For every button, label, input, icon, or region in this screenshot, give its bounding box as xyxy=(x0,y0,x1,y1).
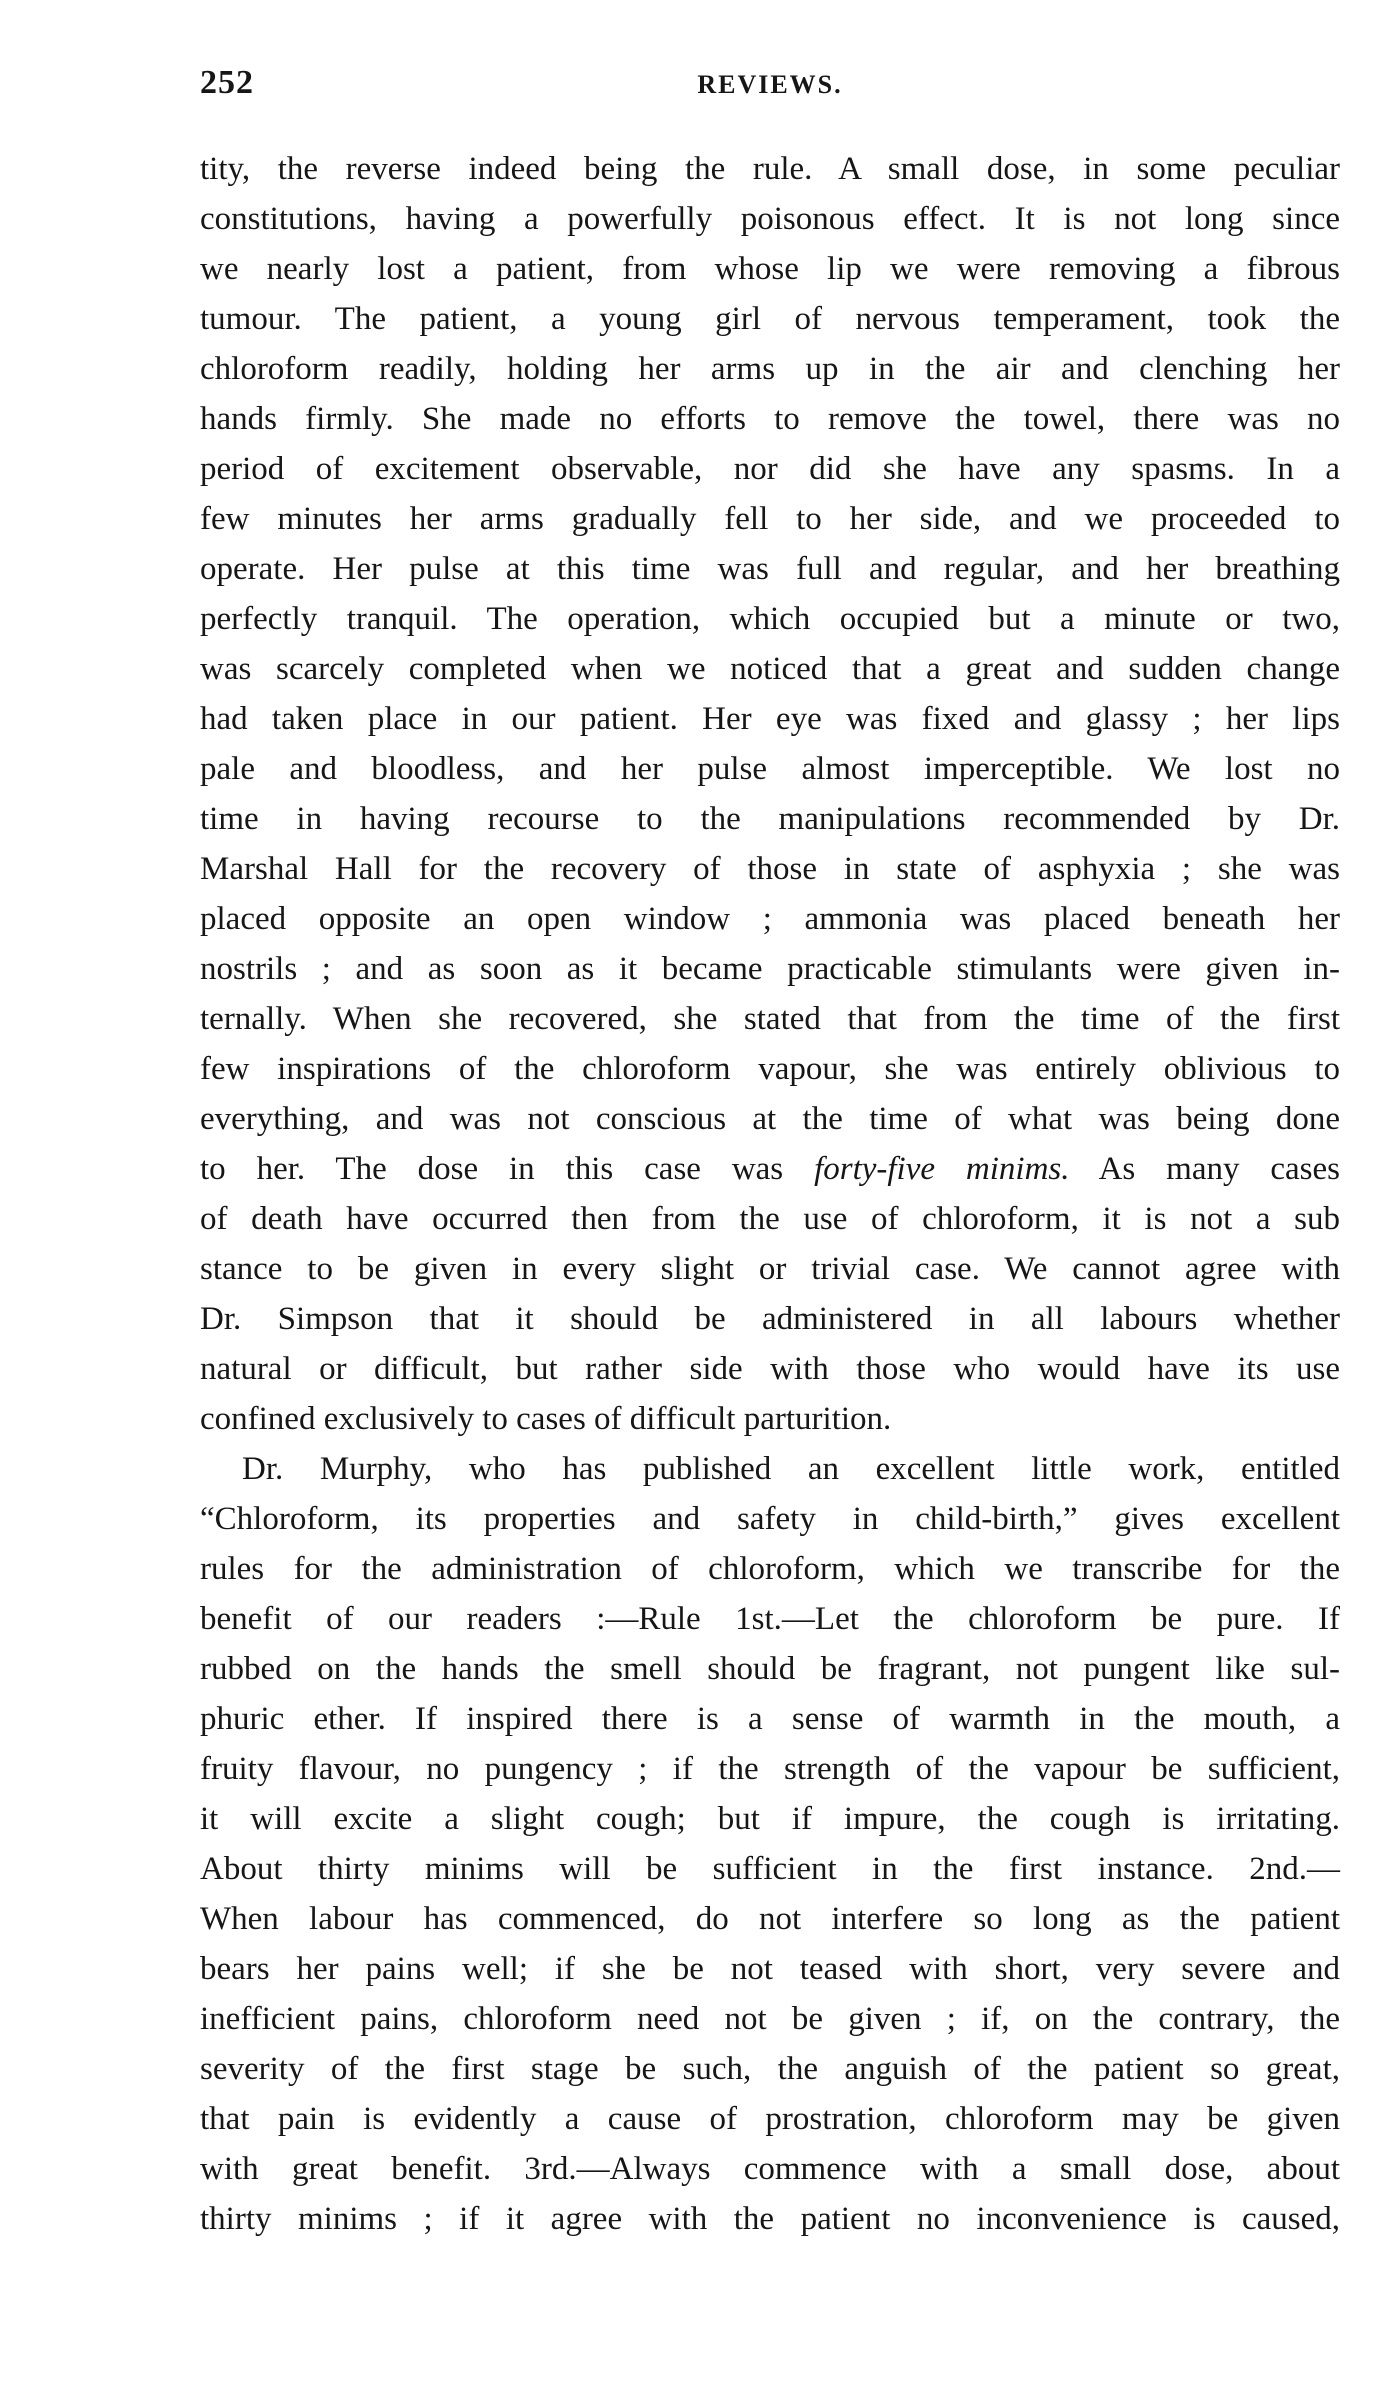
text-line: we nearly lost a patient, from whose lip we were removing a fibrous xyxy=(200,251,1340,287)
text-line: constitutions, having a powerfully poisonous effect. It is not long since xyxy=(200,201,1340,237)
body-text xyxy=(200,144,1340,2244)
paragraph-2 xyxy=(200,1444,1340,2244)
text-line: natural or difficult, but rather side with those who would have its use xyxy=(200,1351,1340,1387)
text-line: rubbed on the hands the smell should be fragrant, not pungent like sul- xyxy=(200,1651,1340,1687)
text-line: few minutes her arms gradually fell to her side, and we proceeded to xyxy=(200,501,1340,537)
text-line: bears her pains well; if she be not teased with short, very severe and xyxy=(200,1951,1340,1987)
text-line: pale and bloodless, and her pulse almost imperceptible. We lost no xyxy=(200,751,1340,787)
page-number: 252 xyxy=(200,64,254,101)
text-line: inefficient pains, chloroform need not be given ; if, on the contrary, the xyxy=(200,2001,1340,2037)
text-line: of death have occurred then from the use of chloroform, it is not a sub xyxy=(200,1201,1340,1237)
text-line: When labour has commenced, do not interfere so long as the patient xyxy=(200,1901,1340,1937)
text-line: nostrils ; and as soon as it became practicable stimulants were given in- xyxy=(200,951,1340,987)
text-line: perfectly tranquil. The operation, which occupied but a minute or two, xyxy=(200,601,1340,637)
text-line: with great benefit. 3rd.—Always commence with a small dose, about xyxy=(200,2151,1340,2187)
text-line: tumour. The patient, a young girl of nervous temperament, took the xyxy=(200,301,1340,337)
text-line: rules for the administration of chloroform, which we transcribe for the xyxy=(200,1551,1340,1587)
text-line-with-italic xyxy=(200,1144,1340,1194)
text-line: Marshal Hall for the recovery of those in state of asphyxia ; she was xyxy=(200,851,1340,887)
text-line: chloroform readily, holding her arms up in the air and clenching her xyxy=(200,351,1340,387)
text-line: placed opposite an open window ; ammonia was placed beneath her xyxy=(200,901,1340,937)
text-line: time in having recourse to the manipulations recommended by Dr. xyxy=(200,801,1340,837)
text-line: few inspirations of the chloroform vapour, she was entirely oblivious to xyxy=(200,1051,1340,1087)
italic-dose-phrase: forty-five minims. xyxy=(814,1151,1070,1187)
text-line: thirty minims ; if it agree with the patient no inconvenience is caused, xyxy=(200,2201,1340,2237)
text-line: that pain is evidently a cause of prostration, chloroform may be given xyxy=(200,2101,1340,2137)
book-page xyxy=(200,64,1340,2244)
text-segment: As many cases xyxy=(1098,1151,1340,1187)
text-line: hands firmly. She made no efforts to remove the towel, there was no xyxy=(200,401,1340,437)
text-line: Dr. Simpson that it should be administered in all labours whether xyxy=(200,1301,1340,1337)
text-segment: to her. The dose in this case was xyxy=(200,1151,784,1187)
text-line: had taken place in our patient. Her eye was fixed and glassy ; her lips xyxy=(200,701,1340,737)
running-head: REVIEWS. xyxy=(697,70,843,99)
text-line: ternally. When she recovered, she stated that from the time of the first xyxy=(200,1001,1340,1037)
text-line: tity, the reverse indeed being the rule. A small dose, in some peculiar xyxy=(200,151,1340,187)
text-line: everything, and was not conscious at the time of what was being done xyxy=(200,1101,1340,1137)
text-line: Dr. Murphy, who has published an excellent little work, entitled xyxy=(242,1451,1340,1487)
text-line: About thirty minims will be sufficient in the first instance. 2nd.— xyxy=(200,1851,1340,1887)
text-line: stance to be given in every slight or trivial case. We cannot agree with xyxy=(200,1251,1340,1287)
text-line: was scarcely completed when we noticed that a great and sudden change xyxy=(200,651,1340,687)
text-line: period of excitement observable, nor did she have any spasms. In a xyxy=(200,451,1340,487)
paragraph-1 xyxy=(200,144,1340,1444)
text-line: benefit of our readers :—Rule 1st.—Let the chloroform be pure. If xyxy=(200,1601,1340,1637)
text-line: phuric ether. If inspired there is a sense of warmth in the mouth, a xyxy=(200,1701,1340,1737)
text-line: severity of the first stage be such, the anguish of the patient so great, xyxy=(200,2051,1340,2087)
text-line: fruity flavour, no pungency ; if the strength of the vapour be sufficient, xyxy=(200,1751,1340,1787)
text-line: confined exclusively to cases of difficult parturition. xyxy=(200,1401,892,1437)
page-header xyxy=(200,64,1340,124)
text-line: “Chloroform, its properties and safety in child-birth,” gives excellent xyxy=(200,1501,1340,1537)
text-line: operate. Her pulse at this time was full and regular, and her breathing xyxy=(200,551,1340,587)
text-line: it will excite a slight cough; but if impure, the cough is irritating. xyxy=(200,1801,1340,1837)
